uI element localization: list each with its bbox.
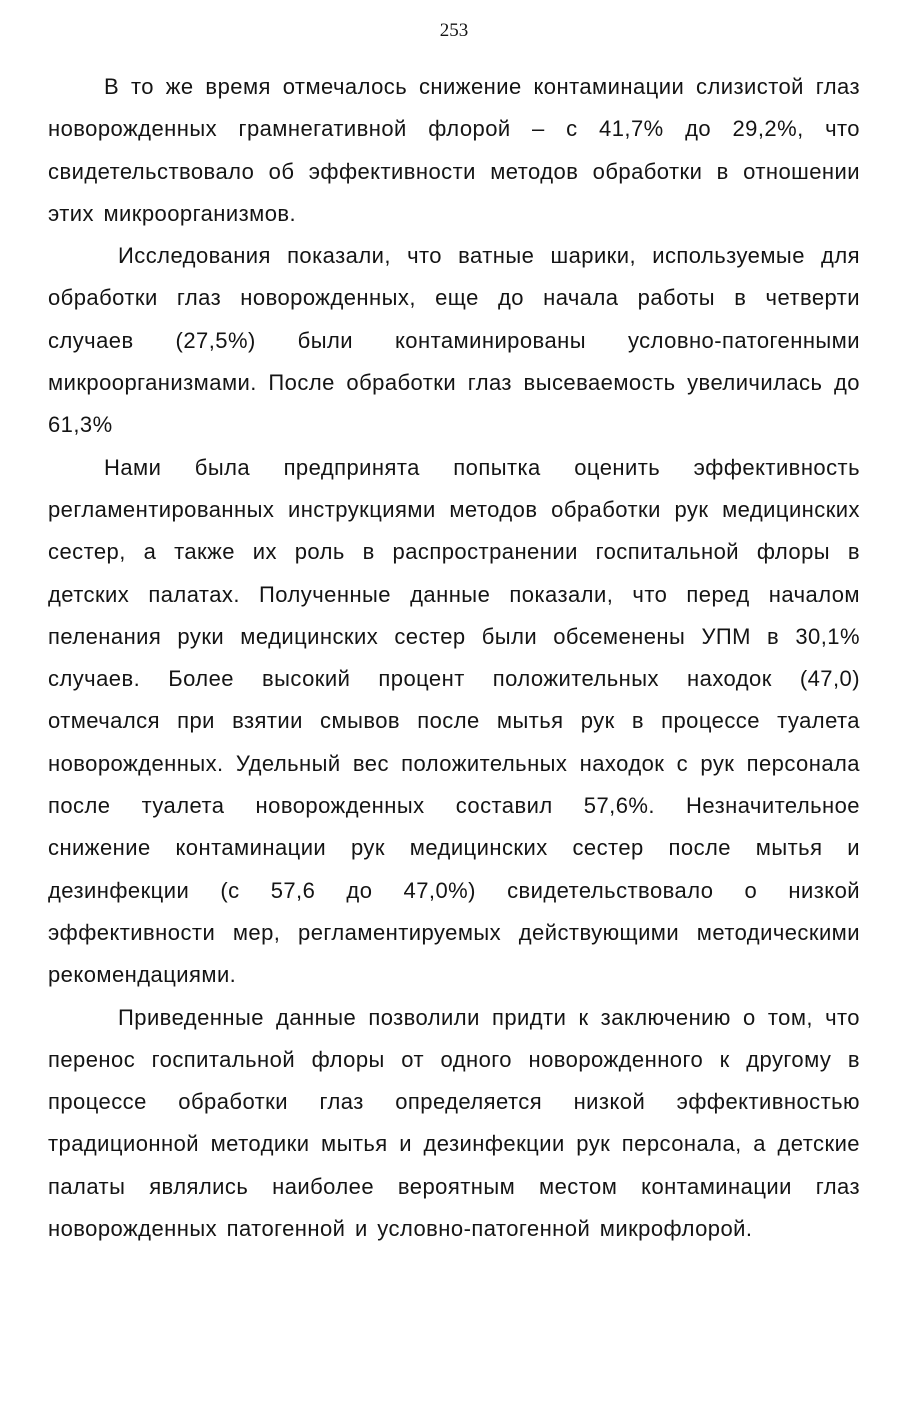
page-number: 253	[439, 20, 469, 41]
document-body	[48, 66, 860, 1250]
paragraph: В то же время отмечалось снижение контаминации слизистой глаз новорожденных грамнегативной флорой – с 41,7% до 29,2%, что свидетельствовало об эффективности методов обработки в отношении этих микроорганизмов.	[48, 74, 860, 226]
paragraph: Нами была предпринята попытка оценить эффективность регламентированных инструкциями методов обработки рук медицинских сестер, а также их роль в распространении госпитальной флоры в детских палатах. Полученные данные показали, что перед началом пеленания руки медицинских сестер были обсеменены УПМ в 30,1% случаев. Более высокий процент положительных находок (47,0) отмечался при взятии смывов после мытья рук в процессе туалета новорожденных. Удельный вес положительных находок с рук персонала после туалета новорожденных составил 57,6%. Незначительное снижение контаминации рук медицинских сестер после мытья и дезинфекции (с 57,6 до 47,0%) свидетельствовало о низкой эффективности мер, регламентируемых действующими методическими рекомендациями.	[48, 454, 860, 988]
paragraph: Исследования показали, что ватные шарики, используемые для обработки глаз новорожденных, еще до начала работы в четверти случаев (27,5%) были контаминированы условно-патогенными микроорганизмами. После обработки глаз высеваемость увеличилась до 61,3%	[48, 243, 860, 438]
paragraph: Приведенные данные позволили придти к заключению о том, что перенос госпитальной флоры от одного новорожденного к другому в процессе обработки глаз определяется низкой эффективностью традиционной методики мытья и дезинфекции рук персонала, а детские палаты являлись наиболее вероятным местом контаминации глаз новорожденных патогенной и условно-патогенной микрофлорой.	[48, 1004, 860, 1242]
